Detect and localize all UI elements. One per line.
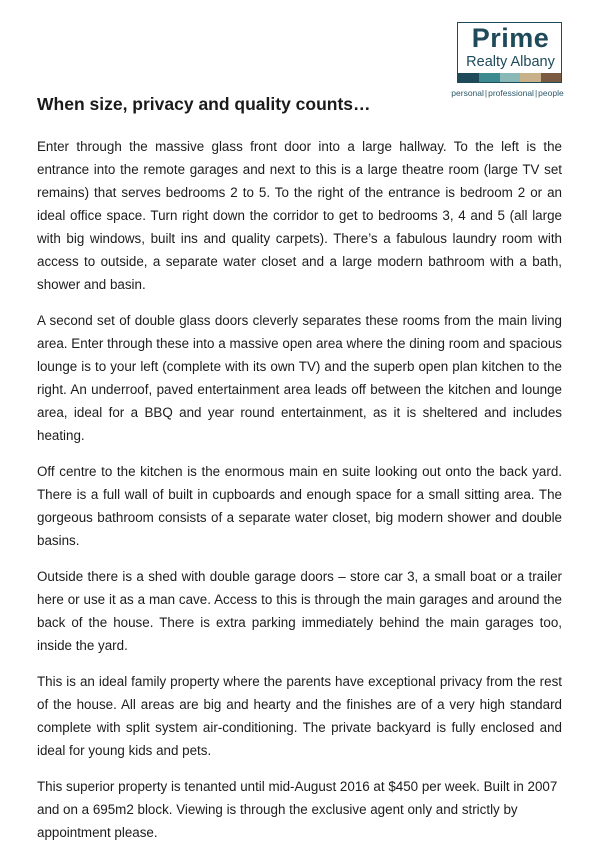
tagline-separator: | [534, 88, 538, 98]
tagline-separator: | [484, 88, 488, 98]
paragraph-tenancy-details: This superior property is tenanted until mid-August 2016 at $450 per week. Built in 2007 and on a 695m2 block. Viewing is through the exclusive agent only and strictly by appointment please. [37, 779, 558, 840]
paragraph-living-area: A second set of double glass doors cleverly separates these rooms from the main living area. Enter through these into a massive open area where the dining room and spacious lounge is to your left (complete with its own TV) and the superb open plan kitchen to the right. An underroof, paved entertainment area leads off between the kitchen and lounge area, ideal for a BBQ and year round entertainment, as it is sheltered and includes heating. [37, 313, 562, 443]
tagline-word-3: people [538, 88, 564, 98]
logo-tagline [449, 88, 566, 98]
paragraph-entry-hallway: Enter through the massive glass front door into a large hallway. To the left is the entrance into the remote garages and next to this is a large theatre room (large TV set remains) that serves bedrooms 2 to 5. To the right of the entrance is bedroom 2 or an ideal office space. Turn right down the corridor to get to bedrooms 3, 4 and 5 (all large with big windows, built ins and quality carpets). There’s a fabulous laundry room with access to outside, a separate water closet and a large modern bathroom with a bath, shower and basin. [37, 139, 562, 292]
prime-realty-logo [449, 22, 566, 106]
tagline-word-1: personal [451, 88, 484, 98]
paragraph-family-property: This is an ideal family property where the parents have exceptional privacy from the rest of the house. All areas are big and hearty and the finishes are of a very high standard complete with split system air-conditioning. The private backyard is fully enclosed and ideal for young kids and pets. [37, 674, 562, 758]
property-description [37, 135, 562, 857]
paragraph-outside-shed: Outside there is a shed with double garage doors – store car 3, a small boat or a trailer here or use it as a man cave. Access to this is through the main garages and around the back of the house. There is extra parking immediately behind the main garages too, inside the yard. [37, 569, 562, 653]
page-headline: When size, privacy and quality counts… [37, 94, 371, 114]
tagline-word-2: professional [488, 88, 534, 98]
logo-frame [457, 22, 562, 83]
logo-wordmark-prime: Prime [471, 23, 550, 53]
logo-color-strip [458, 73, 561, 82]
logo-wordmark-realty: Realty Albany [466, 54, 555, 70]
paragraph-main-en-suite: Off centre to the kitchen is the enormous main en suite looking out onto the back yard. There is a full wall of built in cupboards and enough space for a small sitting area. The gorgeous bathroom consists of a separate water closet, big modern shower and double basins. [37, 464, 562, 548]
